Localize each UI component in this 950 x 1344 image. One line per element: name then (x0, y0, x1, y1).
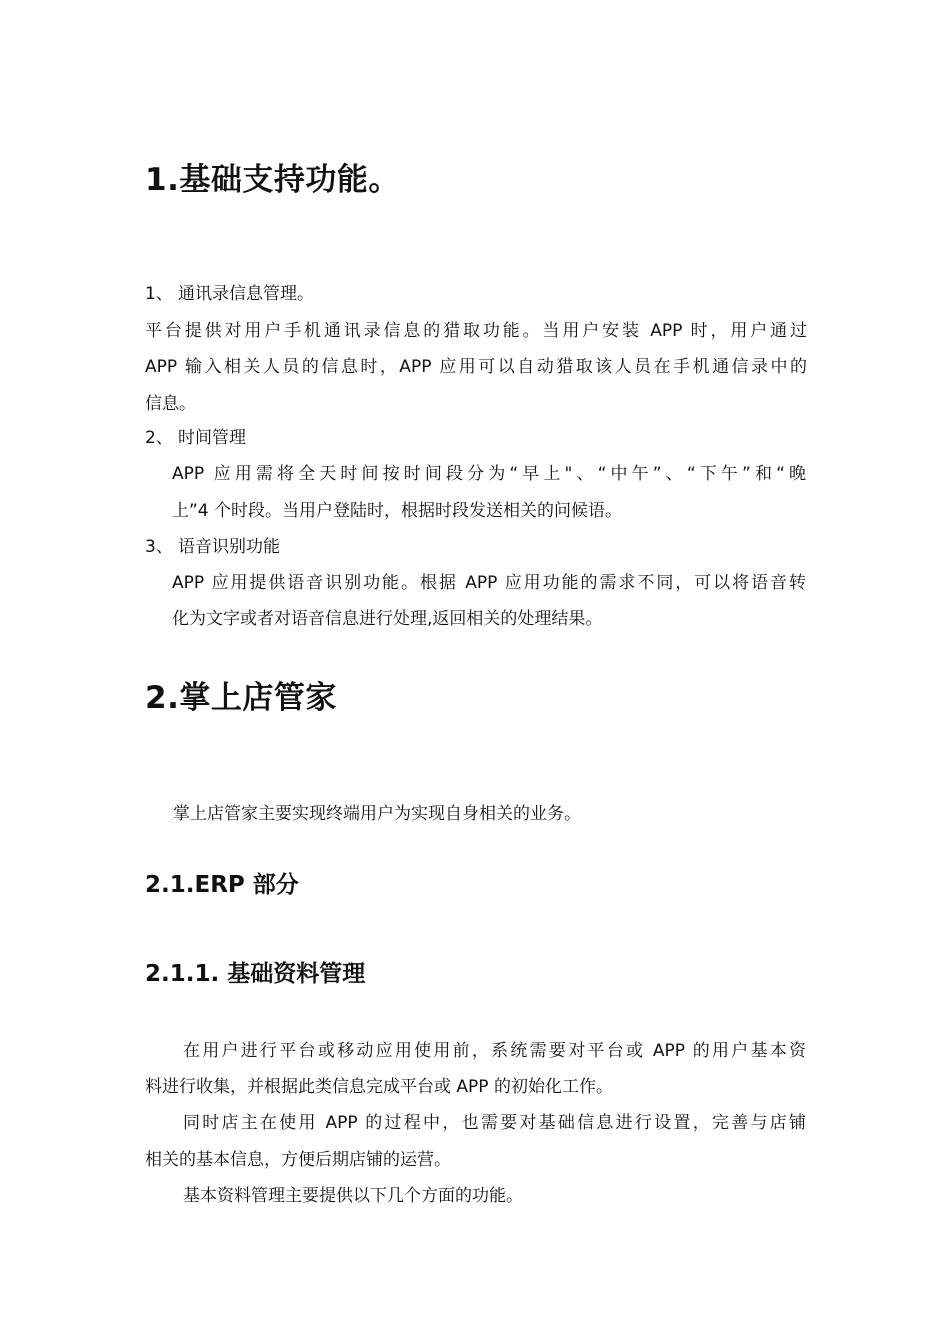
list-item-3-title (145, 529, 807, 566)
para-1-line-2: 料进行收集，并根据此类信息完成平台或 APP 的初始化工作。 (145, 1077, 613, 1097)
para-1-line-1: 在用户进行平台或移动应用使用前，系统需要对平台或 APP 的用户基本资 (183, 1041, 806, 1061)
list-item-3-number: 3、 (145, 537, 173, 557)
para-3: 基本资料管理主要提供以下几个方面的功能。 (183, 1186, 523, 1206)
section-2-1-1-heading: 2.1.1. 基础资料管理 (145, 961, 366, 987)
section-2-1-heading: 2.1.ERP 部分 (145, 872, 299, 898)
section-2-heading: 2.掌上店管家 (145, 680, 337, 716)
list-item-1-label: 通讯录信息管理。 (178, 284, 314, 304)
list-item-1-number: 1、 (145, 284, 173, 304)
list-item-1-line-2: APP 输入相关人员的信息时，APP 应用可以自动猎取该人员在手机通信录中的 (145, 357, 807, 377)
list-item-2-label: 时间管理 (178, 428, 246, 448)
para-2-line-1: 同时店主在使用 APP 的过程中，也需要对基础信息进行设置，完善与店铺 (183, 1113, 806, 1133)
section-1-heading: 1.基础支持功能。 (145, 162, 400, 198)
list-item-2-line-1: APP 应用需将全天时间按时间段分为“早上"、“中午”、“下午”和“晚 (172, 464, 806, 484)
list-item-2-number: 2、 (145, 428, 173, 448)
list-item-1-title (145, 276, 807, 313)
list-item-2-title (145, 420, 807, 457)
list-item-3-line-2: 化为文字或者对语音信息进行处理,返回相关的处理结果。 (172, 609, 603, 629)
list-item-1-line-3: 信息。 (145, 394, 196, 414)
list-item-3-line-1: APP 应用提供语音识别功能。根据 APP 应用功能的需求不同，可以将语音转 (172, 573, 806, 593)
list-item-1-line-1: 平台提供对用户手机通讯录信息的猎取功能。当用户安装 APP 时，用户通过 (145, 321, 807, 341)
section-2-intro: 掌上店管家主要实现终端用户为实现自身相关的业务。 (173, 804, 581, 824)
list-item-3-label: 语音识别功能 (178, 537, 280, 557)
list-item-2-line-2: 上”4 个时段。当用户登陆时，根据时段发送相关的问候语。 (172, 501, 623, 521)
para-2-line-2: 相关的基本信息，方便后期店铺的运营。 (145, 1150, 451, 1170)
